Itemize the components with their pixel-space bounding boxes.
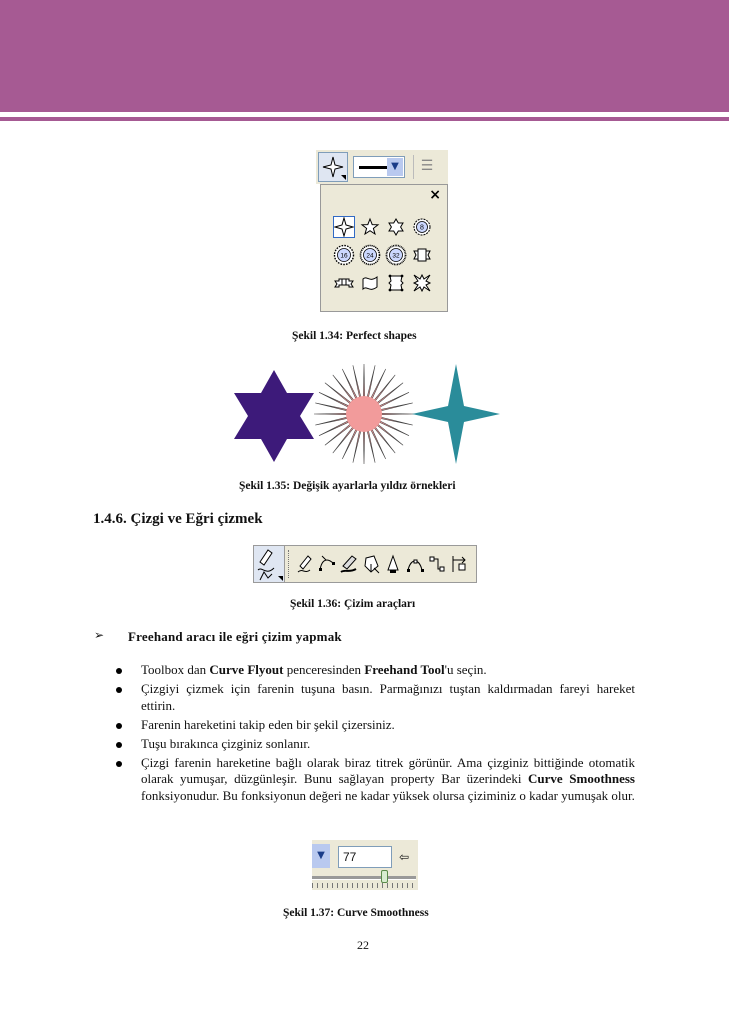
shape-explosion[interactable]	[409, 269, 435, 297]
bullet-item	[116, 717, 635, 734]
shape-banner-ribbon[interactable]	[331, 269, 357, 297]
curve-smoothness-input[interactable]: 77	[338, 846, 392, 868]
bullet-item	[116, 662, 635, 679]
curve-tools-toolbar	[253, 545, 477, 583]
bullet-dot	[116, 761, 122, 767]
subsection-heading: Freehand aracı ile eğri çizim yapmak	[128, 629, 342, 644]
freehand-flyout-button[interactable]	[254, 546, 285, 582]
wave-icon	[360, 273, 380, 293]
perfect-shapes-flyout	[316, 150, 448, 312]
figure-caption-1-34: Şekil 1.34: Perfect shapes	[292, 330, 417, 342]
figure-caption-1-35: Şekil 1.35: Değişik ayarlarla yıldız örnekleri	[239, 480, 456, 492]
pen-icon[interactable]	[362, 553, 380, 575]
bezier-icon[interactable]	[318, 553, 336, 575]
star-4-icon	[334, 217, 354, 237]
artistic-media-icon[interactable]	[340, 553, 358, 575]
bullet-dot	[116, 723, 122, 729]
header-rule	[0, 117, 729, 121]
bullet-item	[116, 681, 635, 714]
shape-badge-8[interactable]	[409, 213, 435, 241]
shape-badge-16[interactable]	[331, 241, 357, 269]
six-point-star	[234, 370, 314, 462]
bullet-text: 'u seçin.	[444, 662, 487, 677]
bullet-text: fonksiyonudur. Bu fonksiyonun değeri ne kadar yüksek olursa çiziminiz o kadar yumuşak olur.	[141, 787, 635, 803]
bullet-item	[116, 755, 635, 805]
smoothness-slider-thumb[interactable]	[381, 870, 388, 883]
chevron-down-icon[interactable]: ▼	[312, 844, 330, 868]
bold-term: Curve Flyout	[209, 662, 284, 677]
shape-grid	[331, 213, 435, 297]
subsection-marker: ➢	[94, 628, 105, 642]
bullet-dot	[116, 687, 122, 693]
star-examples-drawing	[226, 362, 506, 472]
shape-star-6[interactable]	[383, 213, 409, 241]
properties-icon[interactable]: ☰	[413, 155, 440, 179]
slider-ticks	[312, 883, 416, 888]
bullet-list	[116, 662, 635, 807]
bullet-text: Tuşu bırakınca çizginiz sonlanır.	[141, 735, 311, 751]
line-style-selector[interactable]	[353, 156, 405, 178]
bullet-dot	[116, 668, 122, 674]
shape-scroll-frame[interactable]	[383, 269, 409, 297]
figure-caption-1-36: Şekil 1.36: Çizim araçları	[290, 598, 416, 610]
bullet-dot	[116, 742, 122, 748]
flyout-toolbar	[316, 150, 448, 184]
header-band	[0, 0, 729, 112]
bullet-text: Çizgi farenin hareketine bağlı olarak biraz titrek görünür. Ama çizginiz bittiğinde otomatik olarak yumuşar, düzgünleşir. Bunu sağlayan property Bar üzerindeki	[141, 754, 635, 786]
badge-24-label: 24	[366, 252, 374, 260]
bullet-text: penceresinden	[283, 662, 365, 677]
scroll-frame-icon	[386, 273, 406, 293]
shape-star-5[interactable]	[357, 213, 383, 241]
solid-line-sample	[359, 166, 387, 169]
freehand-icon[interactable]	[296, 553, 314, 575]
page-number: 22	[357, 938, 369, 952]
star-24-badge-icon	[359, 244, 381, 266]
chevron-down-icon[interactable]: ▼	[387, 158, 403, 176]
bullet-item	[116, 736, 635, 753]
slider-toggle-arrow-icon[interactable]: ⇦	[398, 850, 410, 864]
badge-16-label: 16	[340, 252, 348, 260]
starburst	[314, 364, 414, 464]
badge-32-label: 32	[392, 252, 400, 260]
bullet-text: Toolbox dan	[141, 662, 210, 677]
shape-wave[interactable]	[357, 269, 383, 297]
star-16-badge-icon	[333, 244, 355, 266]
section-heading: 1.4.6. Çizgi ve Eğri çizmek	[93, 511, 263, 527]
star-8-badge-icon	[412, 217, 432, 237]
dimension-icon[interactable]	[450, 553, 468, 575]
star-32-badge-icon	[385, 244, 407, 266]
star-5-icon	[360, 217, 380, 237]
star-examples	[226, 362, 506, 472]
polyline-icon[interactable]	[384, 553, 402, 575]
shape-badge-24[interactable]	[357, 241, 383, 269]
interactive-connector-icon[interactable]	[428, 553, 446, 575]
starburst-core	[346, 396, 382, 432]
perfect-shapes-tool-button[interactable]	[318, 152, 348, 182]
toolbar-grip[interactable]	[288, 550, 292, 578]
freehand-flyout-icon	[254, 546, 284, 582]
close-icon[interactable]: ×	[429, 187, 441, 203]
bold-term: Curve Smoothness	[528, 771, 635, 786]
banner-ribbon-icon	[334, 273, 354, 293]
star-6-icon	[386, 217, 406, 237]
shape-banner[interactable]	[409, 241, 435, 269]
3-point-curve-icon[interactable]	[406, 553, 424, 575]
shapes-panel	[320, 184, 448, 312]
tool-icon-row	[296, 553, 468, 575]
smoothness-slider-track[interactable]	[312, 876, 416, 880]
explosion-icon	[412, 273, 432, 293]
bullet-text: Çizgiyi çizmek için farenin tuşuna basın. Parmağınızı tuştan kaldırmadan fareyi hareket ettirin.	[141, 681, 635, 713]
four-point-star	[412, 364, 500, 464]
perfect-shapes-star-icon	[319, 153, 347, 181]
curve-smoothness-control	[312, 840, 418, 890]
shape-badge-32[interactable]	[383, 241, 409, 269]
bold-term: Freehand Tool	[364, 662, 445, 677]
banner-icon	[412, 245, 432, 265]
shape-star-4[interactable]	[331, 213, 357, 241]
bullet-text: Farenin hareketini takip eden bir şekil çizersiniz.	[141, 716, 395, 732]
figure-caption-1-37: Şekil 1.37: Curve Smoothness	[283, 907, 429, 919]
badge-8-label: 8	[420, 224, 424, 232]
